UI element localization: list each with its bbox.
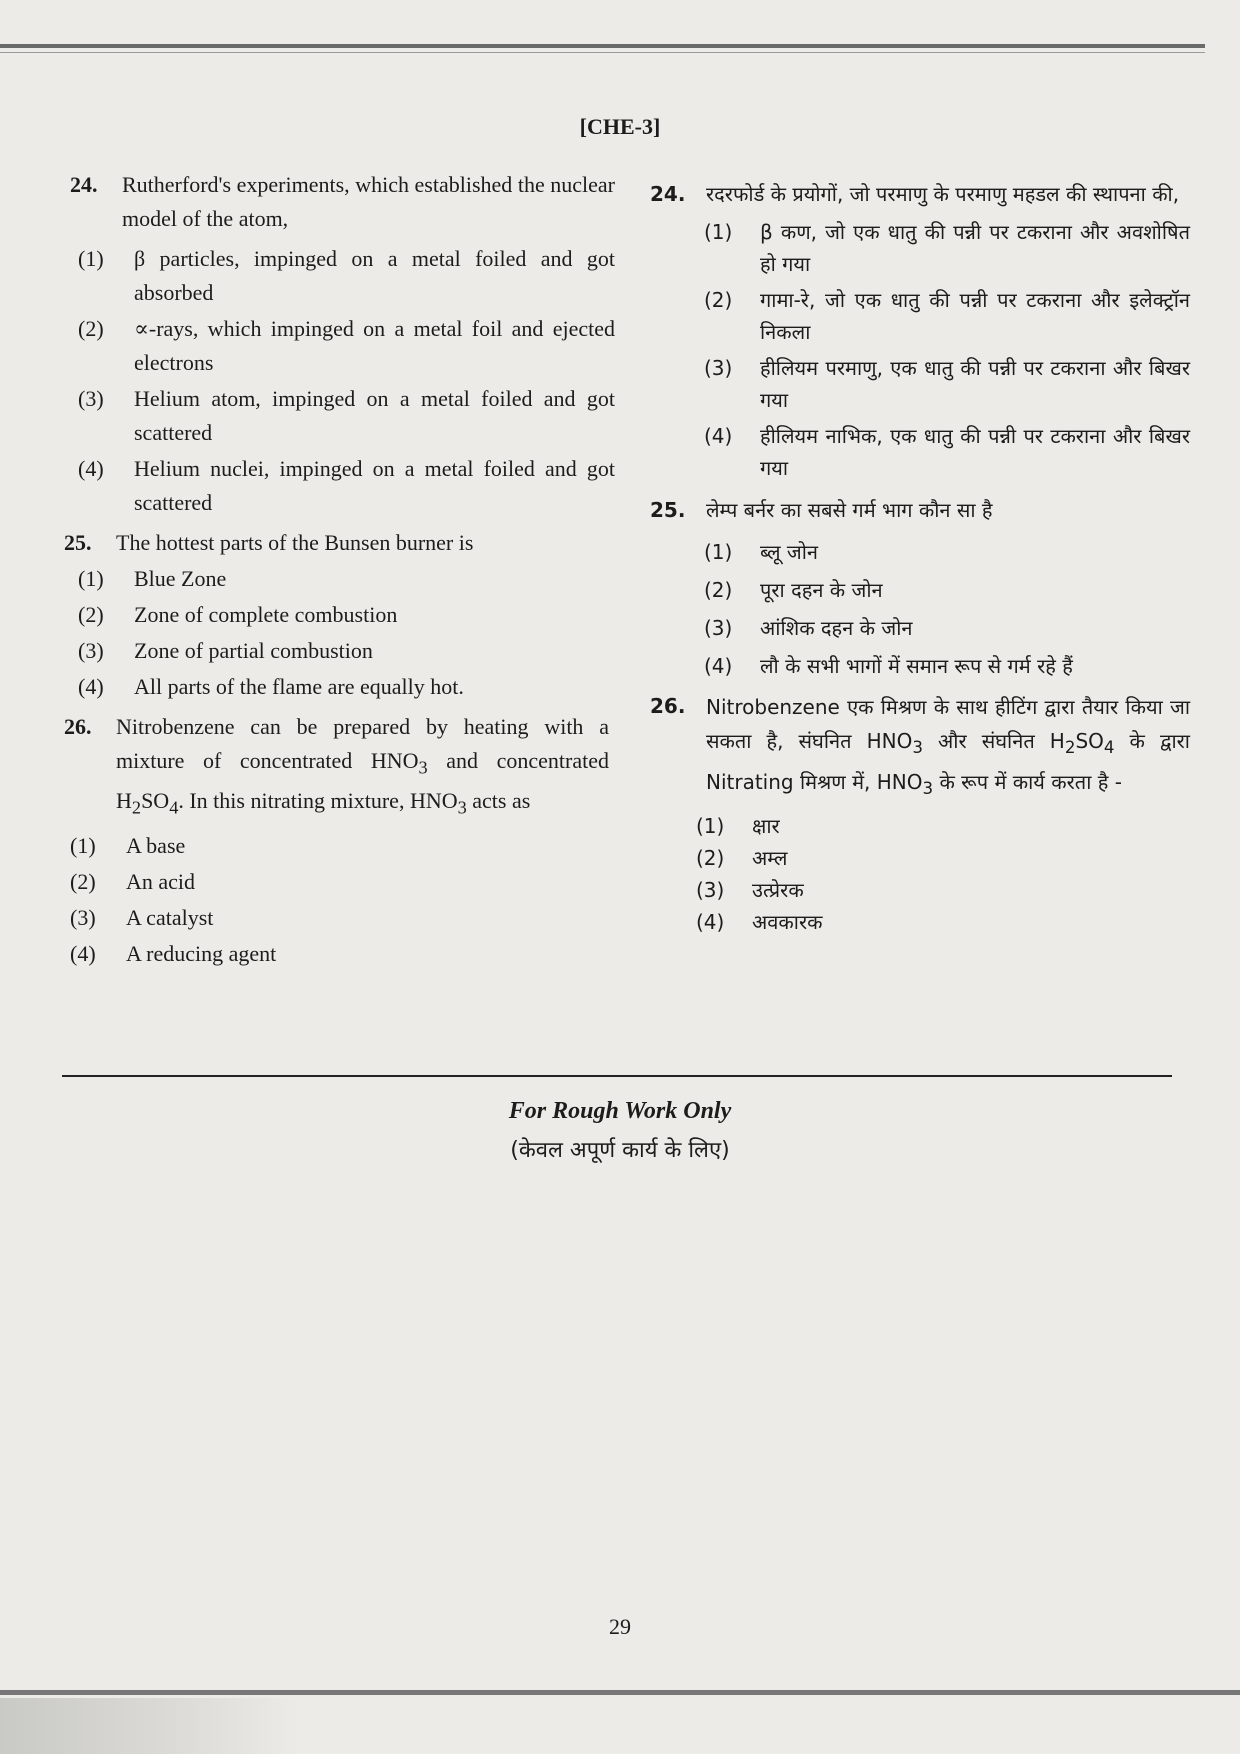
top-rule-thin [0, 52, 1205, 53]
option-text: An acid [126, 868, 196, 894]
option-text: गामा-रे, जो एक धातु की पन्नी पर टकराना और इलेक्ट्रॉन निकला [760, 288, 1190, 344]
option-3 [78, 382, 615, 450]
question-number: 25. [650, 498, 686, 522]
option-text: Blue Zone [134, 566, 227, 591]
rough-work-title-hindi: (केवल अपूर्ण कार्य के लिए) [510, 1138, 730, 1163]
option-number: (2) [78, 602, 104, 627]
option-number: (1) [696, 814, 725, 838]
question-text: The hottest parts of the Bunsen burner is [116, 530, 474, 555]
option-1 [78, 562, 615, 596]
question-26-hi [650, 690, 1190, 806]
option-text: A reducing agent [126, 940, 277, 966]
option-number: (4) [704, 654, 733, 678]
english-column [64, 168, 615, 971]
option-3 [704, 612, 1190, 644]
question-text: रदरफोर्ड के प्रयोगों, जो परमाणु के परमाणु महडल की स्थापना की, [706, 182, 1180, 206]
question-26-en [64, 710, 609, 825]
option-1 [78, 242, 615, 310]
option-text: A catalyst [126, 904, 214, 930]
question-25-en [64, 526, 609, 560]
option-number: (1) [78, 246, 104, 271]
option-number: (2) [78, 316, 104, 341]
option-number: (2) [70, 868, 96, 894]
option-text: All parts of the flame are equally hot. [134, 674, 464, 699]
option-3 [78, 634, 615, 668]
option-2 [704, 574, 1190, 606]
option-number: (3) [696, 878, 725, 902]
option-text: पूरा दहन के जोन [760, 578, 883, 602]
question-number: 25. [64, 530, 92, 555]
option-text: आंशिक दहन के जोन [760, 616, 913, 640]
option-text: β particles, impinged on a metal foiled and got absorbed [134, 246, 615, 305]
option-number: (1) [70, 832, 96, 858]
option-2 [78, 598, 615, 632]
option-number: (4) [704, 424, 733, 448]
option-number: (3) [78, 638, 104, 663]
option-number: (4) [78, 456, 104, 481]
question-number: 26. [650, 694, 686, 718]
option-text: हीलियम परमाणु, एक धातु की पन्नी पर टकराना और बिखर गया [760, 356, 1190, 412]
scan-shadow [0, 1698, 300, 1754]
option-text: अवकारक [752, 910, 823, 934]
option-text: Helium nuclei, impinged on a metal foiled and got scattered [134, 456, 615, 515]
option-3 [696, 874, 1190, 906]
option-text: उत्प्रेरक [752, 878, 804, 902]
option-text: लौ के सभी भागों में समान रूप से गर्म रहे हैं [760, 654, 1073, 678]
page-number: 29 [609, 1614, 631, 1639]
option-text: ∝-rays, which impinged on a metal foil and ejected electrons [134, 316, 615, 375]
option-number: (2) [704, 578, 733, 602]
option-text: A base [126, 832, 186, 858]
option-text: क्षार [752, 814, 780, 838]
option-number: (4) [70, 940, 96, 966]
option-1 [704, 216, 1190, 280]
option-1 [70, 829, 607, 863]
option-number: (4) [78, 674, 104, 699]
option-text: Helium atom, impinged on a metal foiled and got scattered [134, 386, 615, 445]
question-text: Nitrobenzene can be prepared by heating with a mixture of concentrated $HNO_3$ and concentrated $H_2SO_4$. In this nitrating mixture, $HNO_3$ acts as [116, 714, 609, 818]
question-text: Nitrobenzene एक मिश्रण के साथ हीटिंग द्वारा तैयार किया जा सकता है, संघनित $HNO_3$ और संघनित $H_2SO_4$ के द्वारा Nitrating मिश्रण में, $HNO_3$ के रूप में कार्य करता है - [706, 695, 1190, 798]
option-1 [696, 810, 1190, 842]
bottom-rule [0, 1690, 1240, 1695]
option-number: (3) [70, 904, 96, 930]
question-number: 24. [650, 182, 686, 206]
question-number: 24. [70, 172, 98, 197]
option-number: (1) [78, 566, 104, 591]
option-text: अम्ल [752, 846, 788, 870]
option-4 [78, 452, 615, 520]
question-24-en [70, 168, 615, 236]
option-2 [704, 284, 1190, 348]
option-text: हीलियम नाभिक, एक धातु की पन्नी पर टकराना और बिखर गया [760, 424, 1190, 480]
rough-work-divider [62, 1075, 1172, 1077]
question-number: 26. [64, 714, 92, 739]
option-text: Zone of partial combustion [134, 638, 373, 663]
option-number: (3) [704, 356, 733, 380]
option-number: (2) [704, 288, 733, 312]
option-4 [696, 906, 1190, 938]
option-2 [78, 312, 615, 380]
option-number: (3) [78, 386, 104, 411]
option-1 [704, 536, 1190, 568]
option-2 [696, 842, 1190, 874]
option-3 [70, 901, 607, 935]
option-text: ब्लू जोन [760, 540, 818, 564]
option-4 [78, 670, 615, 704]
option-4 [704, 420, 1190, 484]
question-text: Rutherford's experiments, which established the nuclear model of the atom, [122, 172, 615, 231]
option-3 [704, 352, 1190, 416]
top-rule [0, 44, 1205, 48]
option-number: (3) [704, 616, 733, 640]
question-text: लेम्प बर्नर का सबसे गर्म भाग कौन सा है [706, 498, 993, 522]
paper-code: [CHE-3] [579, 114, 661, 139]
option-4 [70, 937, 607, 971]
option-text: β कण, जो एक धातु की पन्नी पर टकराना और अवशोषित हो गया [760, 220, 1190, 276]
option-number: (4) [696, 910, 725, 934]
rough-work-title: For Rough Work Only [508, 1098, 732, 1124]
question-25-hi [650, 494, 1190, 526]
option-text: Zone of complete combustion [134, 602, 398, 627]
option-2 [70, 865, 607, 899]
option-number: (2) [696, 846, 725, 870]
hindi-column [650, 168, 1190, 938]
option-number: (1) [704, 540, 733, 564]
option-4 [704, 650, 1190, 682]
option-number: (1) [704, 220, 733, 244]
question-24-hi [650, 178, 1190, 210]
